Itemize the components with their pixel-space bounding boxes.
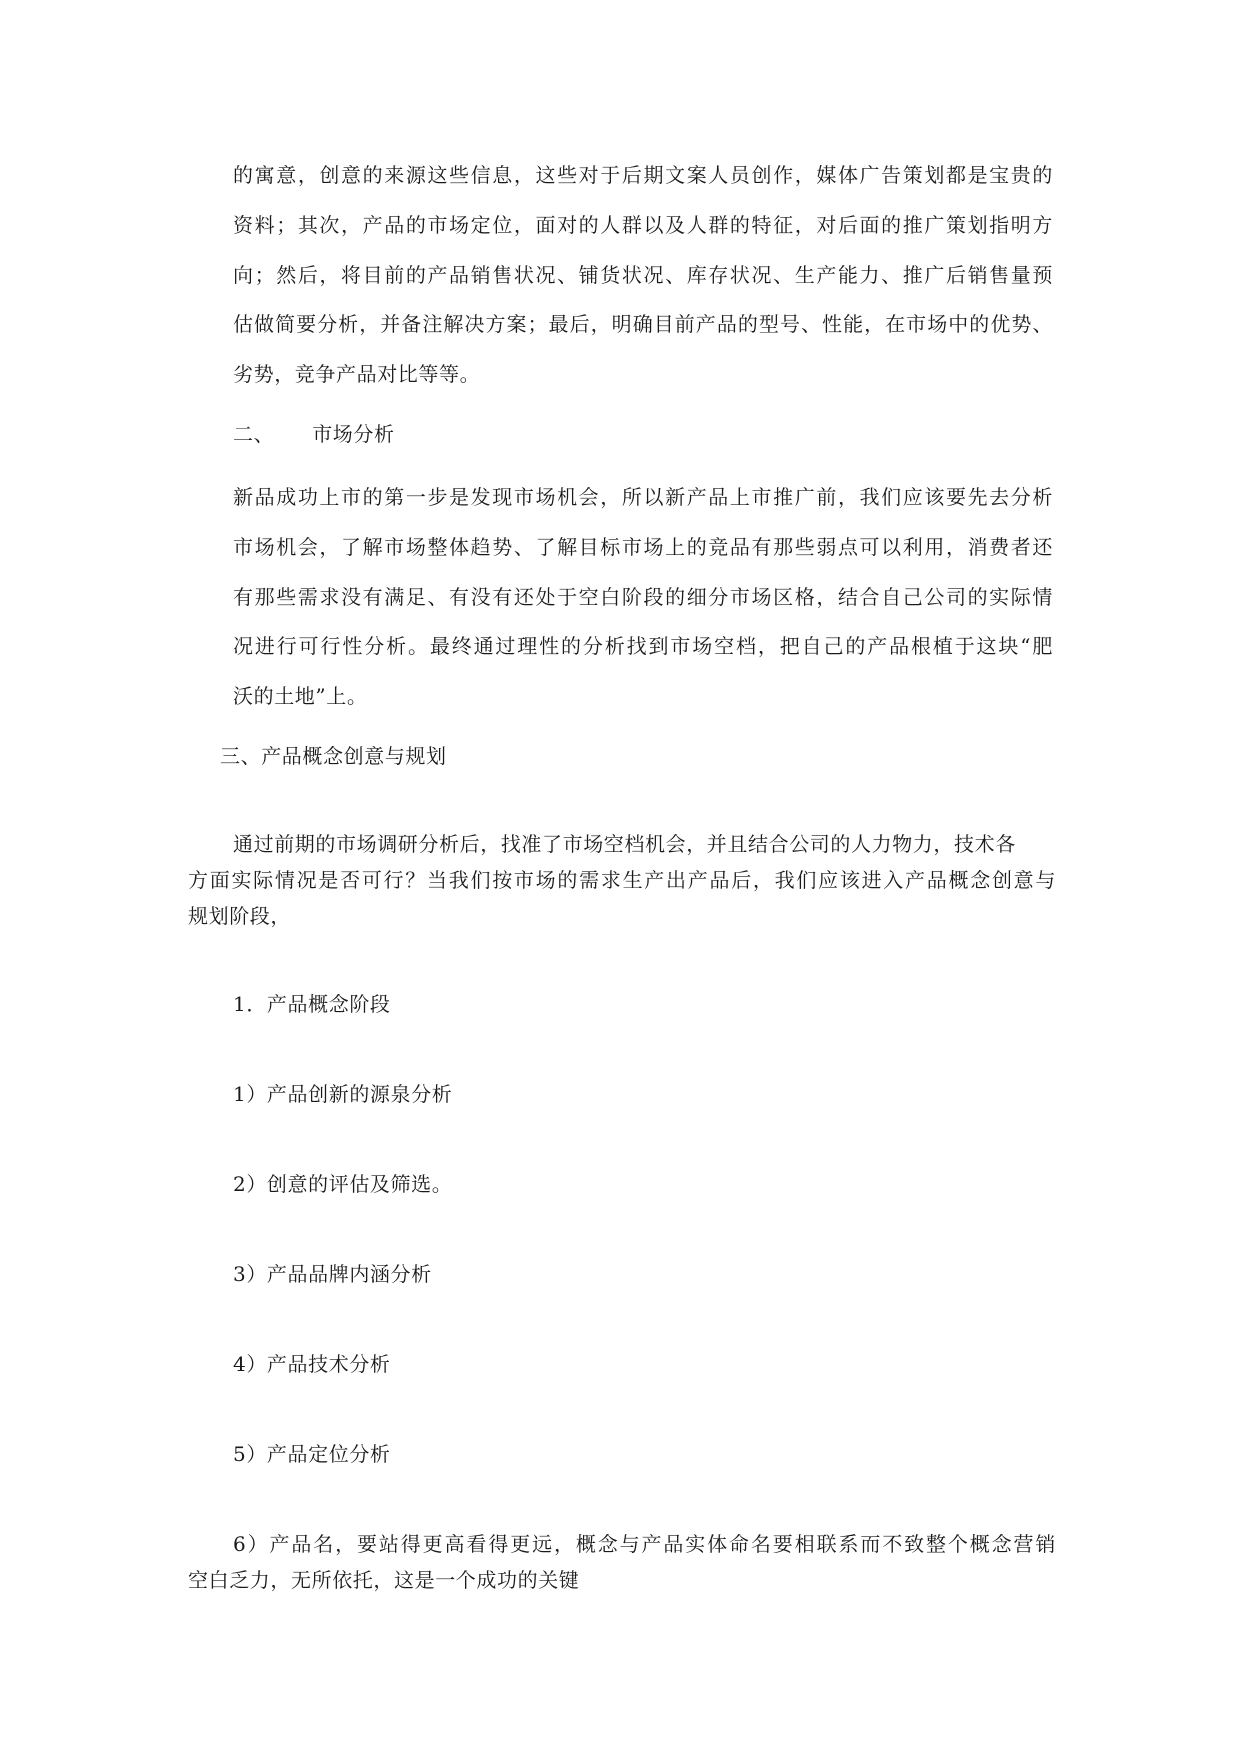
section-2-line-3: 有那些需求没有满足、有没有还处于空白阶段的细分市场区格，结合自己公司的实际情 <box>233 585 1053 609</box>
intro-line-2: 资料；其次，产品的市场定位，面对的人群以及人群的特征，对后面的推广策划指明方 <box>233 213 1053 237</box>
section-3-line-1: 通过前期的市场调研分析后，找准了市场空档机会，并且结合公司的人力物力，技术各 <box>233 832 1016 856</box>
list-item: 1）产品创新的源泉分析 <box>233 1082 453 1106</box>
list-item: 5）产品定位分析 <box>233 1442 391 1466</box>
concept-stage-heading: 1．产品概念阶段 <box>233 992 391 1016</box>
section-2-heading <box>233 420 395 448</box>
section-3-heading: 三、产品概念创意与规划 <box>220 744 447 768</box>
intro-line-5: 劣势，竞争产品对比等等。 <box>233 362 481 386</box>
section-2-number: 二、 <box>233 422 275 446</box>
item-6-line-2: 空白乏力，无所依托，这是一个成功的关键 <box>188 1568 580 1592</box>
section-2-line-1: 新品成功上市的第一步是发现市场机会，所以新产品上市推广前，我们应该要先去分析 <box>233 485 1053 509</box>
section-2-line-5: 沃的土地”上。 <box>233 684 368 708</box>
intro-line-3: 向；然后，将目前的产品销售状况、铺货状况、库存状况、生产能力、推广后销售量预 <box>233 263 1053 287</box>
intro-line-1: 的寓意，创意的来源这些信息，这些对于后期文案人员创作，媒体广告策划都是宝贵的 <box>233 163 1053 187</box>
list-item: 3）产品品牌内涵分析 <box>233 1262 432 1286</box>
list-item: 4）产品技术分析 <box>233 1352 391 1376</box>
section-2-title: 市场分析 <box>312 422 395 446</box>
section-3-line-2: 方面实际情况是否可行？当我们按市场的需求生产出产品后，我们应该进入产品概念创意与 <box>188 868 1056 892</box>
section-2-line-2: 市场机会，了解市场整体趋势、了解目标市场上的竞品有那些弱点可以利用，消费者还 <box>233 535 1053 559</box>
item-6-line-1: 6）产品名，要站得更高看得更远，概念与产品实体命名要相联系而不致整个概念营销 <box>233 1532 1056 1556</box>
section-2-line-4: 况进行可行性分析。最终通过理性的分析找到市场空档，把自己的产品根植于这块“肥 <box>233 634 1053 658</box>
intro-line-4: 估做简要分析，并备注解决方案；最后，明确目前产品的型号、性能，在市场中的优势、 <box>233 312 1053 336</box>
section-3-line-3: 规划阶段， <box>188 904 291 928</box>
list-item: 2）创意的评估及筛选。 <box>233 1172 453 1196</box>
